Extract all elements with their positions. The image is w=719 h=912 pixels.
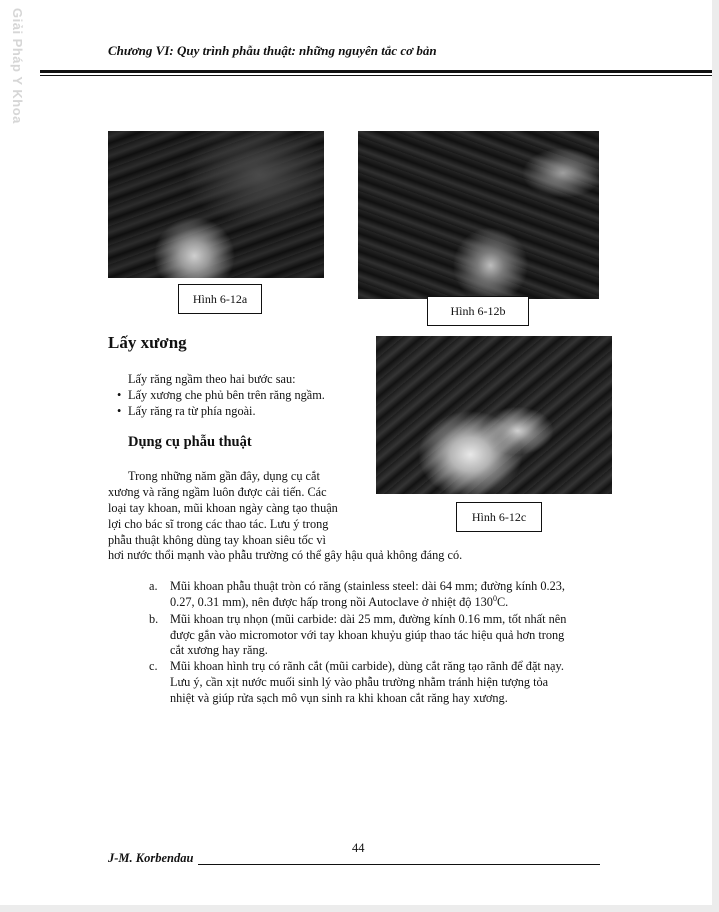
figure-caption-6-12b: Hình 6-12b xyxy=(427,296,529,326)
list-item-line xyxy=(170,595,508,610)
list-item-text: 0.27, 0.31 mm), nên được hấp trong nồi Autoclave ở nhiệt độ 130 xyxy=(170,595,493,609)
paragraph-line: hơi nước thổi mạnh vào phẫu trường có thể gây hậu quả không đáng có. xyxy=(108,548,463,562)
list-item-line: Mũi khoan hình trụ có rãnh cắt (mũi carbide), dùng cắt răng tạo rãnh để đặt nạy. xyxy=(170,659,564,673)
header-rule-thin xyxy=(40,75,712,76)
list-item-line: cắt xương hay răng. xyxy=(170,643,268,657)
list-item-line: Lưu ý, cần xịt nước muối sinh lý vào phẫu trường nhằm tránh hiện tượng tỏa xyxy=(170,675,549,689)
section-title: Lấy xương xyxy=(108,333,187,352)
list-label-b: b. xyxy=(149,612,159,626)
chapter-header: Chương VI: Quy trình phẫu thuật: những nguyên tắc cơ bản xyxy=(108,43,437,58)
degree-superscript: 0 xyxy=(492,593,497,603)
section-intro: Lấy răng ngầm theo hai bước sau: xyxy=(128,372,296,386)
bullet-item: • Lấy xương che phủ bên trên răng ngầm. xyxy=(128,388,325,403)
list-item-line: Mũi khoan phẫu thuật tròn có răng (stainless steel: dài 64 mm; đường kính 0.23, xyxy=(170,579,565,593)
figure-caption-6-12c: Hình 6-12c xyxy=(456,502,542,532)
watermark: Giải Pháp Y Khoa xyxy=(10,8,25,124)
footer-rule xyxy=(198,864,600,865)
paragraph-line: lợi cho bác sĩ trong các thao tác. Lưu ý trong xyxy=(108,517,329,531)
paragraph-line: Trong những năm gần đây, dụng cụ cắt xyxy=(128,469,320,483)
list-item-line: Mũi khoan trụ nhọn (mũi carbide: dài 25 mm, đường kính 0.16 mm, tốt nhất nên xyxy=(170,612,567,626)
figure-caption-6-12a: Hình 6-12a xyxy=(178,284,262,314)
list-label-a: a. xyxy=(149,579,158,593)
paragraph-line: phẫu thuật không dùng tay khoan siêu tốc vì xyxy=(108,533,326,547)
list-item-text: C. xyxy=(496,595,509,609)
page-number: 44 xyxy=(352,841,365,855)
figure-photo-6-12a xyxy=(108,131,324,278)
bullet-item: • Lấy răng ra từ phía ngoài. xyxy=(128,404,256,419)
footer-author: J-M. Korbendau xyxy=(108,851,194,865)
list-item-line: được gắn vào micromotor với tay khoan khuỷu giúp thao tác hiệu quả hơn trong xyxy=(170,628,565,642)
figure-photo-6-12c xyxy=(376,336,612,494)
subsection-title: Dụng cụ phẫu thuật xyxy=(128,434,252,450)
list-item-line: nhiệt và giúp rửa sạch mô vụn sinh ra khi khoan cắt răng hay xương. xyxy=(170,691,508,705)
header-rule xyxy=(40,70,712,73)
paragraph-line: loại tay khoan, mũi khoan ngày càng tạo thuận xyxy=(108,501,338,515)
list-label-c: c. xyxy=(149,659,158,673)
figure-photo-6-12b xyxy=(358,131,599,299)
paragraph-line: xương và răng ngầm luôn được cải tiến. Các xyxy=(108,485,327,499)
